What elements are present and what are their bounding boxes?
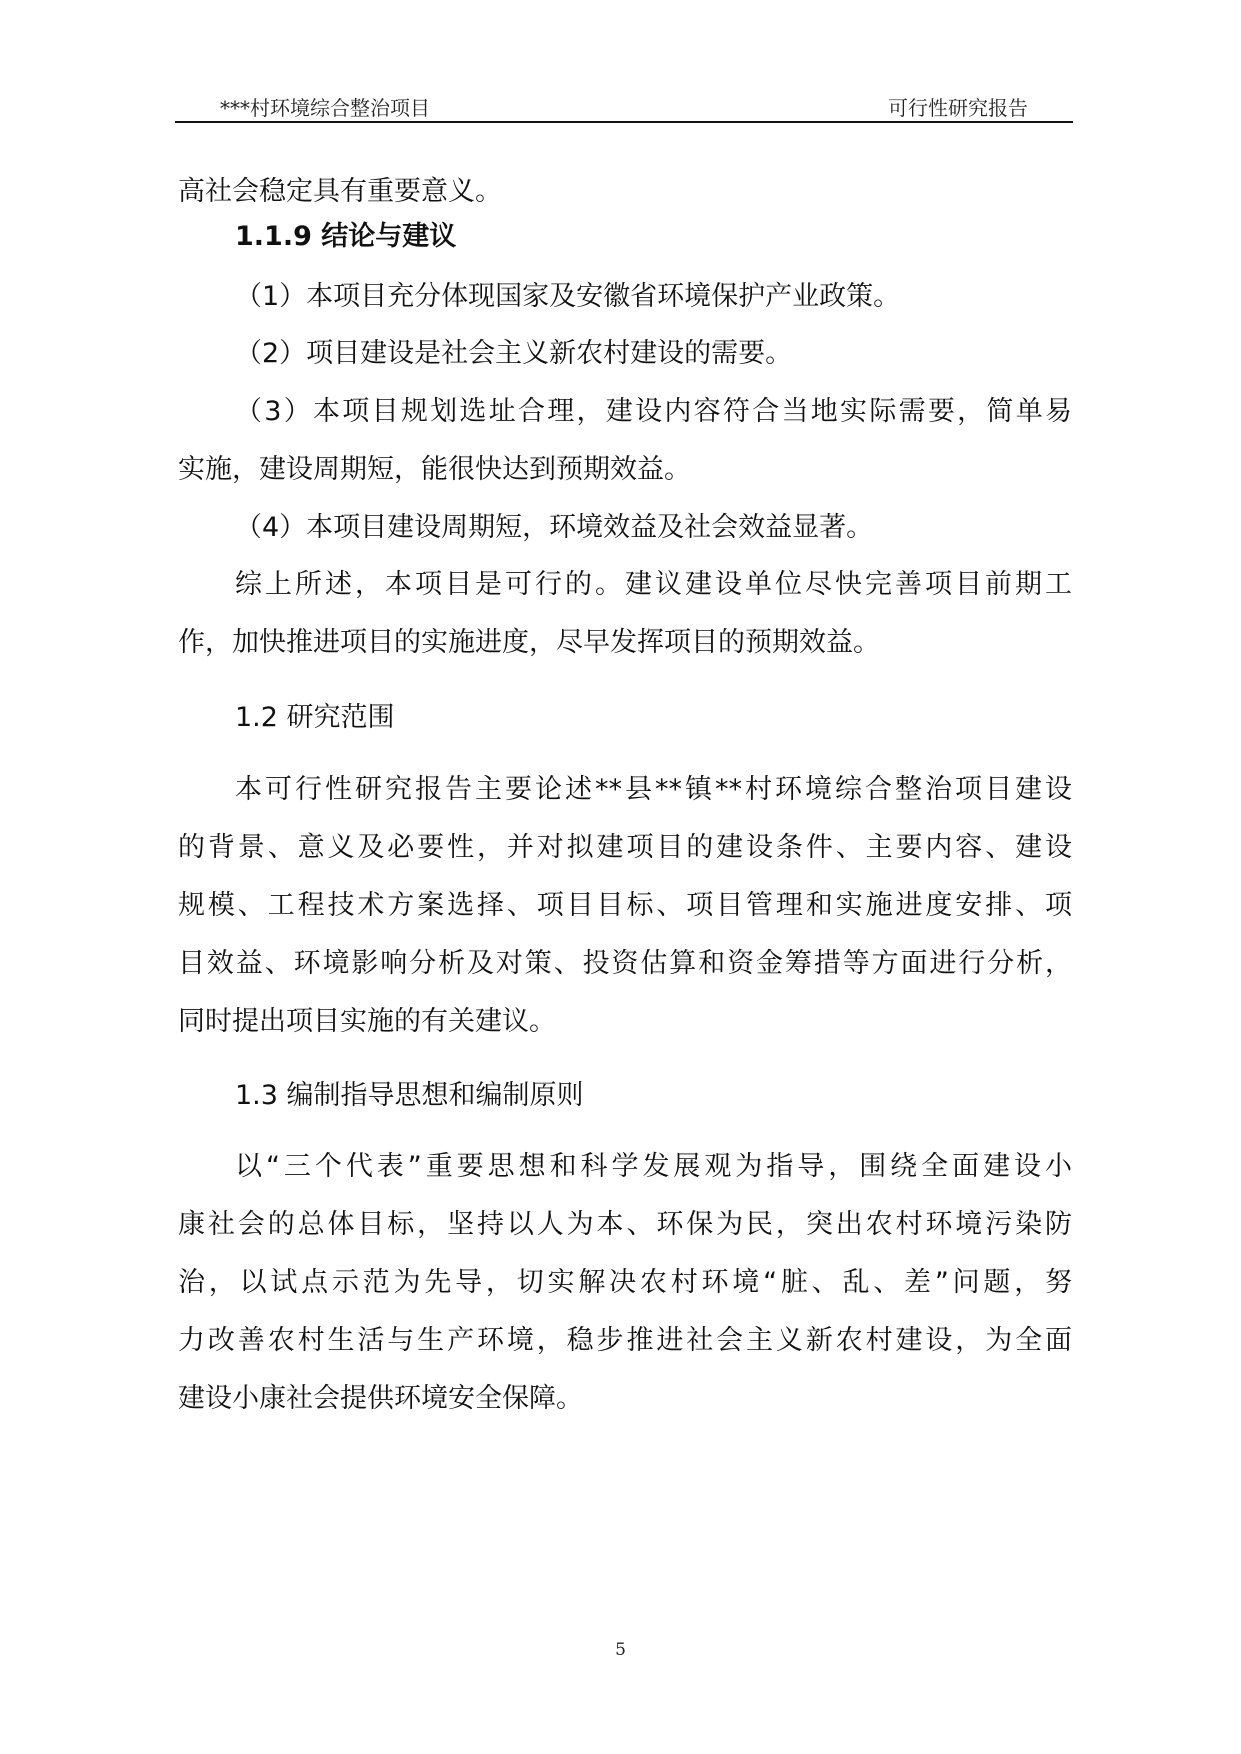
guide-line-4: 力改善农村生活与生产环境，稳步推进社会主义新农村建设，为全面: [178, 1325, 1072, 1356]
guide-line-1: 以“三个代表”重要思想和科学发展观为指导，围绕全面建设小: [235, 1151, 1072, 1182]
scope-line-5: 同时提出项目实施的有关建议。: [178, 1006, 556, 1037]
section-heading-1-2: 1.2 研究范围: [235, 702, 395, 733]
section-heading-1-3: 1.3 编制指导思想和编制原则: [235, 1080, 584, 1111]
section-heading-1-1-9: 1.1.9 结论与建议: [235, 221, 457, 252]
page-header: [175, 88, 1073, 122]
guide-line-5: 建设小康社会提供环境安全保障。: [178, 1383, 583, 1414]
header-project-title: ***村环境综合整治项目: [220, 96, 430, 120]
summary-line-1: 综上所述，本项目是可行的。建议建设单位尽快完善项目前期工: [235, 569, 1072, 600]
paragraph-continuation: 高社会稳定具有重要意义。: [178, 176, 502, 207]
page-number: 5: [615, 1640, 626, 1660]
scope-line-4: 目效益、环境影响分析及对策、投资估算和资金筹措等方面进行分析，: [178, 948, 1072, 979]
summary-line-2: 作，加快推进项目的实施进度，尽早发挥项目的预期效益。: [178, 627, 880, 658]
header-divider: [175, 121, 1073, 123]
conclusion-item-2: （2）项目建设是社会主义新农村建设的需要。: [235, 338, 793, 369]
conclusion-item-1: （1）本项目充分体现国家及安徽省环境保护产业政策。: [235, 281, 901, 312]
header-report-title: 可行性研究报告: [888, 96, 1028, 120]
conclusion-item-4: （4）本项目建设周期短，环境效益及社会效益显著。: [235, 512, 874, 543]
guide-line-2: 康社会的总体目标，坚持以人为本、环保为民，突出农村环境污染防: [178, 1209, 1072, 1240]
scope-line-3: 规模、工程技术方案选择、项目目标、项目管理和实施进度安排、项: [178, 890, 1072, 921]
guide-line-3: 治，以试点示范为先导，切实解决农村环境“脏、乱、差”问题，努: [178, 1267, 1072, 1298]
scope-line-1: 本可行性研究报告主要论述**县**镇**村环境综合整治项目建设: [235, 774, 1072, 805]
conclusion-item-3-line-2: 实施，建设周期短，能很快达到预期效益。: [178, 454, 691, 485]
conclusion-item-3-line-1: （3）本项目规划选址合理，建设内容符合当地实际需要，简单易: [235, 396, 1072, 427]
scope-line-2: 的背景、意义及必要性，并对拟建项目的建设条件、主要内容、建设: [178, 832, 1072, 863]
